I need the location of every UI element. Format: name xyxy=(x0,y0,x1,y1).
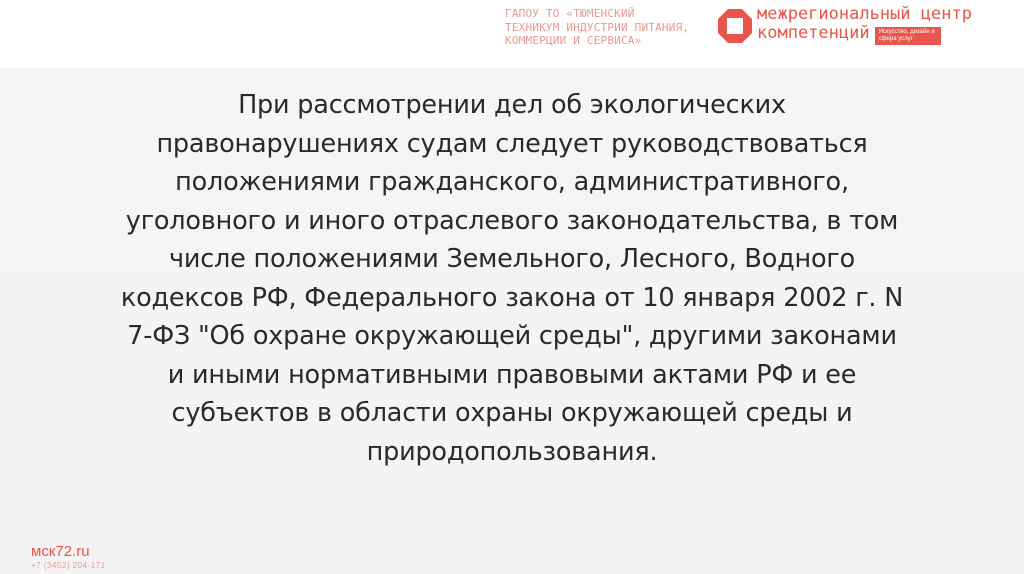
slide-body-text: При рассмотрении дел об экологических правонарушениях судам следует руководствоваться положениями гражданского, административного, уголовного и иного отраслевого законодательства, в том числе положениями Земельного, Лесного, Водного кодексов РФ, Федерального закона от 10 января 2002 г. N 7-ФЗ "Об охране окружающей среды", другими законами и иными нормативными правовыми актами РФ и ее субъектов в области охраны окружающей среды и природопользования. xyxy=(120,90,904,467)
college-name-line: ГАПОУ ТО «ТЮМЕНСКИЙ xyxy=(505,7,635,20)
header-bar xyxy=(0,0,1024,68)
college-name-line: КОММЕРЦИИ И СЕРВИСА» xyxy=(505,34,642,47)
competence-center-name xyxy=(757,5,972,45)
mck-logo-icon xyxy=(717,8,753,44)
center-name-line1: межрегиональный центр xyxy=(757,4,972,24)
specialization-badge: Искусство, дизайн и сфера услуг xyxy=(875,27,941,45)
phone-number: +7 (3452) 204-171 xyxy=(31,561,106,570)
center-name-line2: компетенций xyxy=(757,23,870,43)
site-link[interactable]: мск72.ru xyxy=(31,543,90,560)
college-name-line: ТЕХНИКУМ ИНДУСТРИИ ПИТАНИЯ, xyxy=(505,20,690,34)
college-name xyxy=(505,7,720,48)
